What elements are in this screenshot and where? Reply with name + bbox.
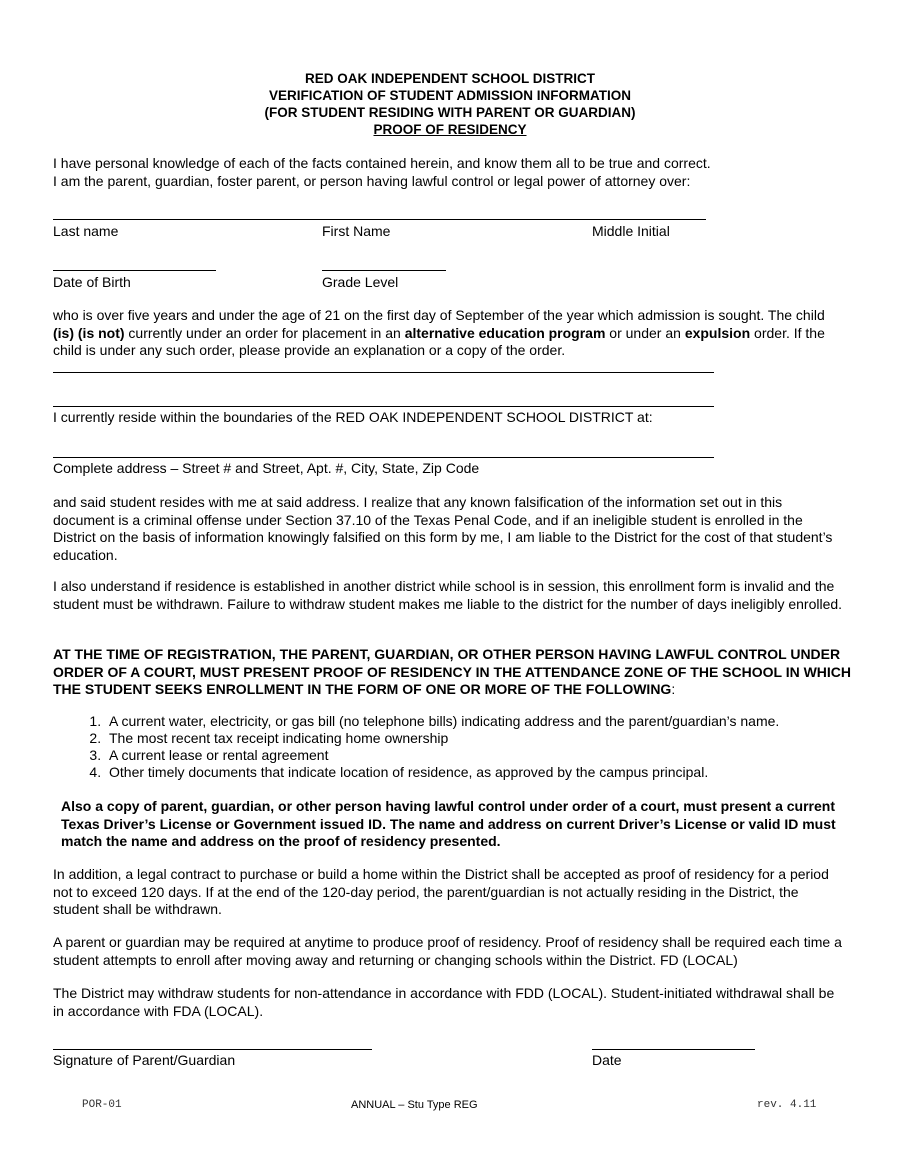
- grade-level-label: Grade Level: [322, 274, 399, 290]
- eligibility-text-3: or under an: [605, 324, 685, 341]
- list-item: 4. Other timely documents that indicate location of residence, as approved by the campus principal.: [105, 764, 900, 781]
- signature-field[interactable]: [53, 1049, 372, 1050]
- explanation-field[interactable]: [53, 372, 714, 373]
- registration-notice-text: AT THE TIME OF REGISTRATION, THE PARENT, GUARDIAN, OR OTHER PERSON HAVING LAWFUL CONTROL UNDER ORDER OF A COURT, MUST PRESENT PROOF OF RESIDENCY IN THE ATTENDANCE ZONE OF THE SCHOOL IN WHICH THE STUDENT SEEKS ENROLLMENT IN THE FORM OF ONE OR MORE OF THE FOLLOWING: [53, 646, 852, 697]
- is-is-not-option: (is) (is not): [53, 324, 125, 341]
- eligibility-paragraph: [53, 307, 843, 360]
- registration-colon: :: [671, 681, 676, 697]
- anytime-paragraph: A parent or guardian may be required at anytime to produce proof of residency. Proof of residency shall be required each time a student attempts to enroll after moving away and returning or changing schools within the District. FD (LOCAL): [53, 934, 842, 968]
- explanation-field-2[interactable]: [53, 406, 714, 407]
- footer-center-text: ANNUAL – Stu Type REG: [351, 1099, 478, 1111]
- date-of-birth-label: Date of Birth: [53, 274, 131, 290]
- alternative-education-term: alternative education program: [404, 324, 606, 341]
- grade-level-field[interactable]: [322, 270, 446, 271]
- residency-document-list: [53, 713, 900, 781]
- address-label: Complete address – Street # and Street, Apt. #, City, State, Zip Code: [53, 460, 480, 476]
- form-title: VERIFICATION OF STUDENT ADMISSION INFORMATION: [269, 88, 631, 103]
- eligibility-text-4: order. If the child is under any such order, please provide an explanation or a copy of the order.: [53, 324, 825, 358]
- first-name-label: First Name: [322, 223, 391, 239]
- license-notice: Also a copy of parent, guardian, or other person having lawful control under order of a court, must present a current Texas Driver’s License or Government issued ID. The name and address on current Driver’s License or valid ID must match the name and address on the proof of residency presented.: [61, 798, 836, 849]
- date-field[interactable]: [592, 1049, 755, 1050]
- signature-label: Signature of Parent/Guardian: [53, 1052, 236, 1068]
- form-section-title: PROOF OF RESIDENCY: [373, 122, 527, 137]
- list-item: 2. The most recent tax receipt indicating home ownership: [105, 730, 900, 747]
- contract-paragraph: In addition, a legal contract to purchase or build a home within the District shall be accepted as proof of residency for a period not to exceed 120 days. If at the end of the 120-day period, the parent/guardian is not actually residing in the District, the student shall be withdrawn.: [53, 866, 829, 917]
- last-name-label: Last name: [53, 223, 119, 239]
- nonattendance-paragraph: The District may withdraw students for non-attendance in accordance with FDD (LOCAL). Student-initiated withdrawal shall be in accordance with FDA (LOCAL).: [53, 985, 835, 1019]
- intro-text: [53, 155, 853, 190]
- list-item: 3. A current lease or rental agreement: [105, 747, 900, 764]
- intro-line-1: I have personal knowledge of each of the facts contained herein, and know them all to be true and correct.: [53, 155, 711, 171]
- date-of-birth-field[interactable]: [53, 270, 216, 271]
- falsification-paragraph: and said student resides with me at said address. I realize that any known falsification of the information set out in this document is a criminal offense under Section 37.10 of the Texas Penal Code, and if an ineligible student is enrolled in the District on the basis of information knowingly falsified on this form by me, I am liable to the District for the cost of that student’s education.: [53, 494, 833, 563]
- date-label: Date: [592, 1052, 622, 1068]
- form-code: POR-01: [82, 1099, 122, 1111]
- eligibility-text-1: who is over five years and under the age of 21 on the first day of September of the year which admission is sought. The child: [53, 307, 825, 323]
- revision-label: rev. 4.11: [757, 1099, 817, 1111]
- registration-notice: [53, 646, 853, 699]
- withdraw-paragraph: I also understand if residence is established in another district while school is in session, this enrollment form is invalid and the student must be withdrawn. Failure to withdraw student makes me liable to the district for the number of days ineligibly enrolled.: [53, 578, 843, 612]
- eligibility-text-2: currently under an order for placement in an: [124, 324, 405, 341]
- expulsion-term: expulsion: [684, 324, 751, 341]
- list-item: 1. A current water, electricity, or gas bill (no telephone bills) indicating address and the parent/guardian’s name.: [105, 713, 900, 730]
- intro-line-2: I am the parent, guardian, foster parent, or person having lawful control or legal power of attorney over:: [53, 172, 691, 189]
- student-name-field[interactable]: [53, 219, 706, 220]
- middle-initial-label: Middle Initial: [592, 223, 670, 239]
- form-subtitle: (FOR STUDENT RESIDING WITH PARENT OR GUARDIAN): [264, 105, 636, 120]
- district-name: RED OAK INDEPENDENT SCHOOL DISTRICT: [304, 71, 596, 86]
- reside-statement: I currently reside within the boundaries of the RED OAK INDEPENDENT SCHOOL DISTRICT at:: [53, 409, 653, 425]
- address-field[interactable]: [53, 457, 714, 458]
- document-header: [0, 70, 900, 138]
